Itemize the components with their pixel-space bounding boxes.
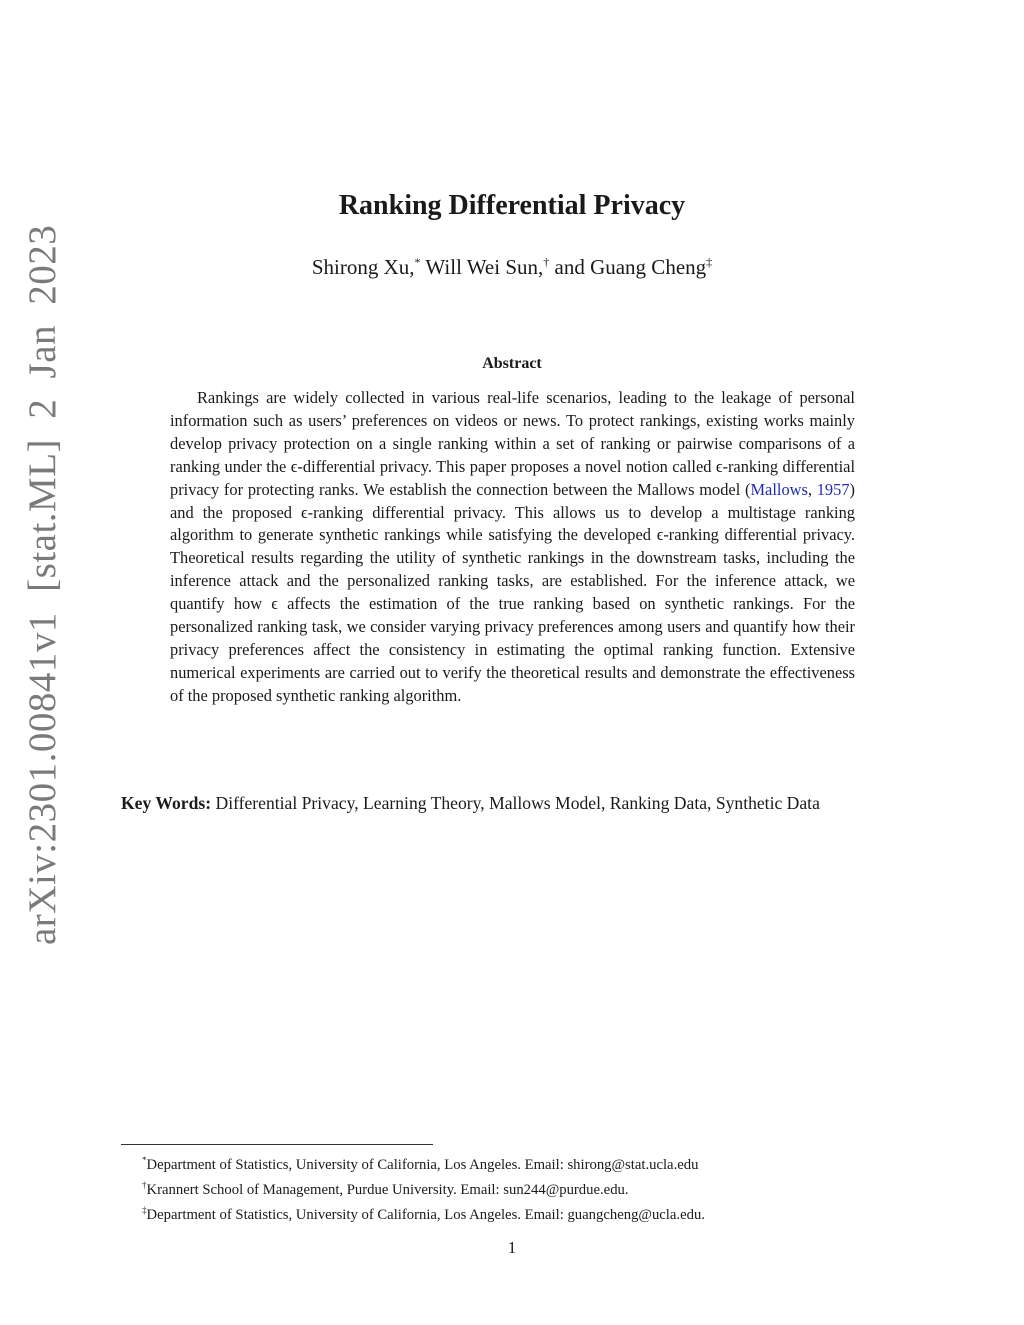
author-guang-cheng: and Guang Cheng — [549, 255, 707, 279]
footnote-item — [142, 1150, 902, 1175]
author-will-wei-sun: Will Wei Sun, — [420, 255, 544, 279]
author-footnote-mark[interactable]: † — [543, 255, 550, 269]
abstract-text-part: ) and the proposed ϵ-ranking differential privacy. This allows us to develop a multistage ranking algorithm to generate synthetic rankings while satisfying the developed ϵ-ranking differential privacy. Theoretical results regarding the utility of synthetic rankings in the downstream tasks, including the inference attack and the personalized ranking tasks, are established. For the inference attack, we quantify how ϵ affects the estimation of the true ranking based on synthetic rankings. For the personalized ranking task, we consider varying privacy preferences among users and quantify how their privacy preferences affect the consistency in estimating the optimal ranking function. Extensive numerical experiments are carried out to verify the theoretical results and demonstrate the effectiveness of the proposed synthetic ranking algorithm. — [170, 479, 855, 705]
footnote-mark: † — [142, 1179, 147, 1190]
abstract-heading: Abstract — [482, 355, 542, 372]
citation-link-mallows[interactable]: Mallows — [750, 479, 808, 499]
footnote-text: Krannert School of Management, Purdue University. Email: sun244@purdue.edu. — [146, 1181, 629, 1198]
keywords-label: Key Words: — [121, 793, 212, 813]
abstract-text — [170, 387, 855, 708]
footnote-item — [142, 1200, 902, 1225]
page-number: 1 — [507, 1238, 517, 1257]
citation-link-year[interactable]: 1957 — [816, 479, 850, 499]
author-footnote-mark[interactable]: ‡ — [706, 255, 713, 269]
paper-title: Ranking Differential Privacy — [338, 190, 686, 221]
footnote-text: Department of Statistics, University of California, Los Angeles. Email: guangcheng@ucla.edu. — [146, 1206, 705, 1223]
author-shirong-xu: Shirong Xu, — [311, 255, 415, 279]
author-list — [0, 255, 1024, 280]
keywords-list: Differential Privacy, Learning Theory, Mallows Model, Ranking Data, Synthetic Data — [215, 793, 820, 813]
arxiv-identifier-stamp: arXiv:2301.00841v1 [stat.ML] 2 Jan 2023 — [21, 224, 64, 945]
footnote-text: Department of Statistics, University of California, Los Angeles. Email: shirong@stat.ucla.edu — [146, 1156, 699, 1173]
keywords — [121, 791, 906, 815]
footnote-item — [142, 1175, 902, 1200]
footnote-divider — [121, 1144, 433, 1145]
footnote-mark: ‡ — [142, 1204, 147, 1215]
abstract-text-part: Rankings are widely collected in various real-life scenarios, leading to the leakage of personal information such as users’ preferences on videos or news. To protect rankings, existing works mainly develop privacy protection on a single ranking within a set of ranking or pairwise comparisons of a ranking under the ϵ-differential privacy. This paper proposes a novel notion called ϵ-ranking differential privacy for protecting ranks. We establish the connection between the Mallows model ( — [170, 388, 855, 499]
footnote-mark: * — [142, 1155, 147, 1165]
author-footnote-mark[interactable]: * — [414, 255, 421, 269]
citation-separator: , — [807, 479, 817, 499]
footnotes — [142, 1150, 902, 1225]
